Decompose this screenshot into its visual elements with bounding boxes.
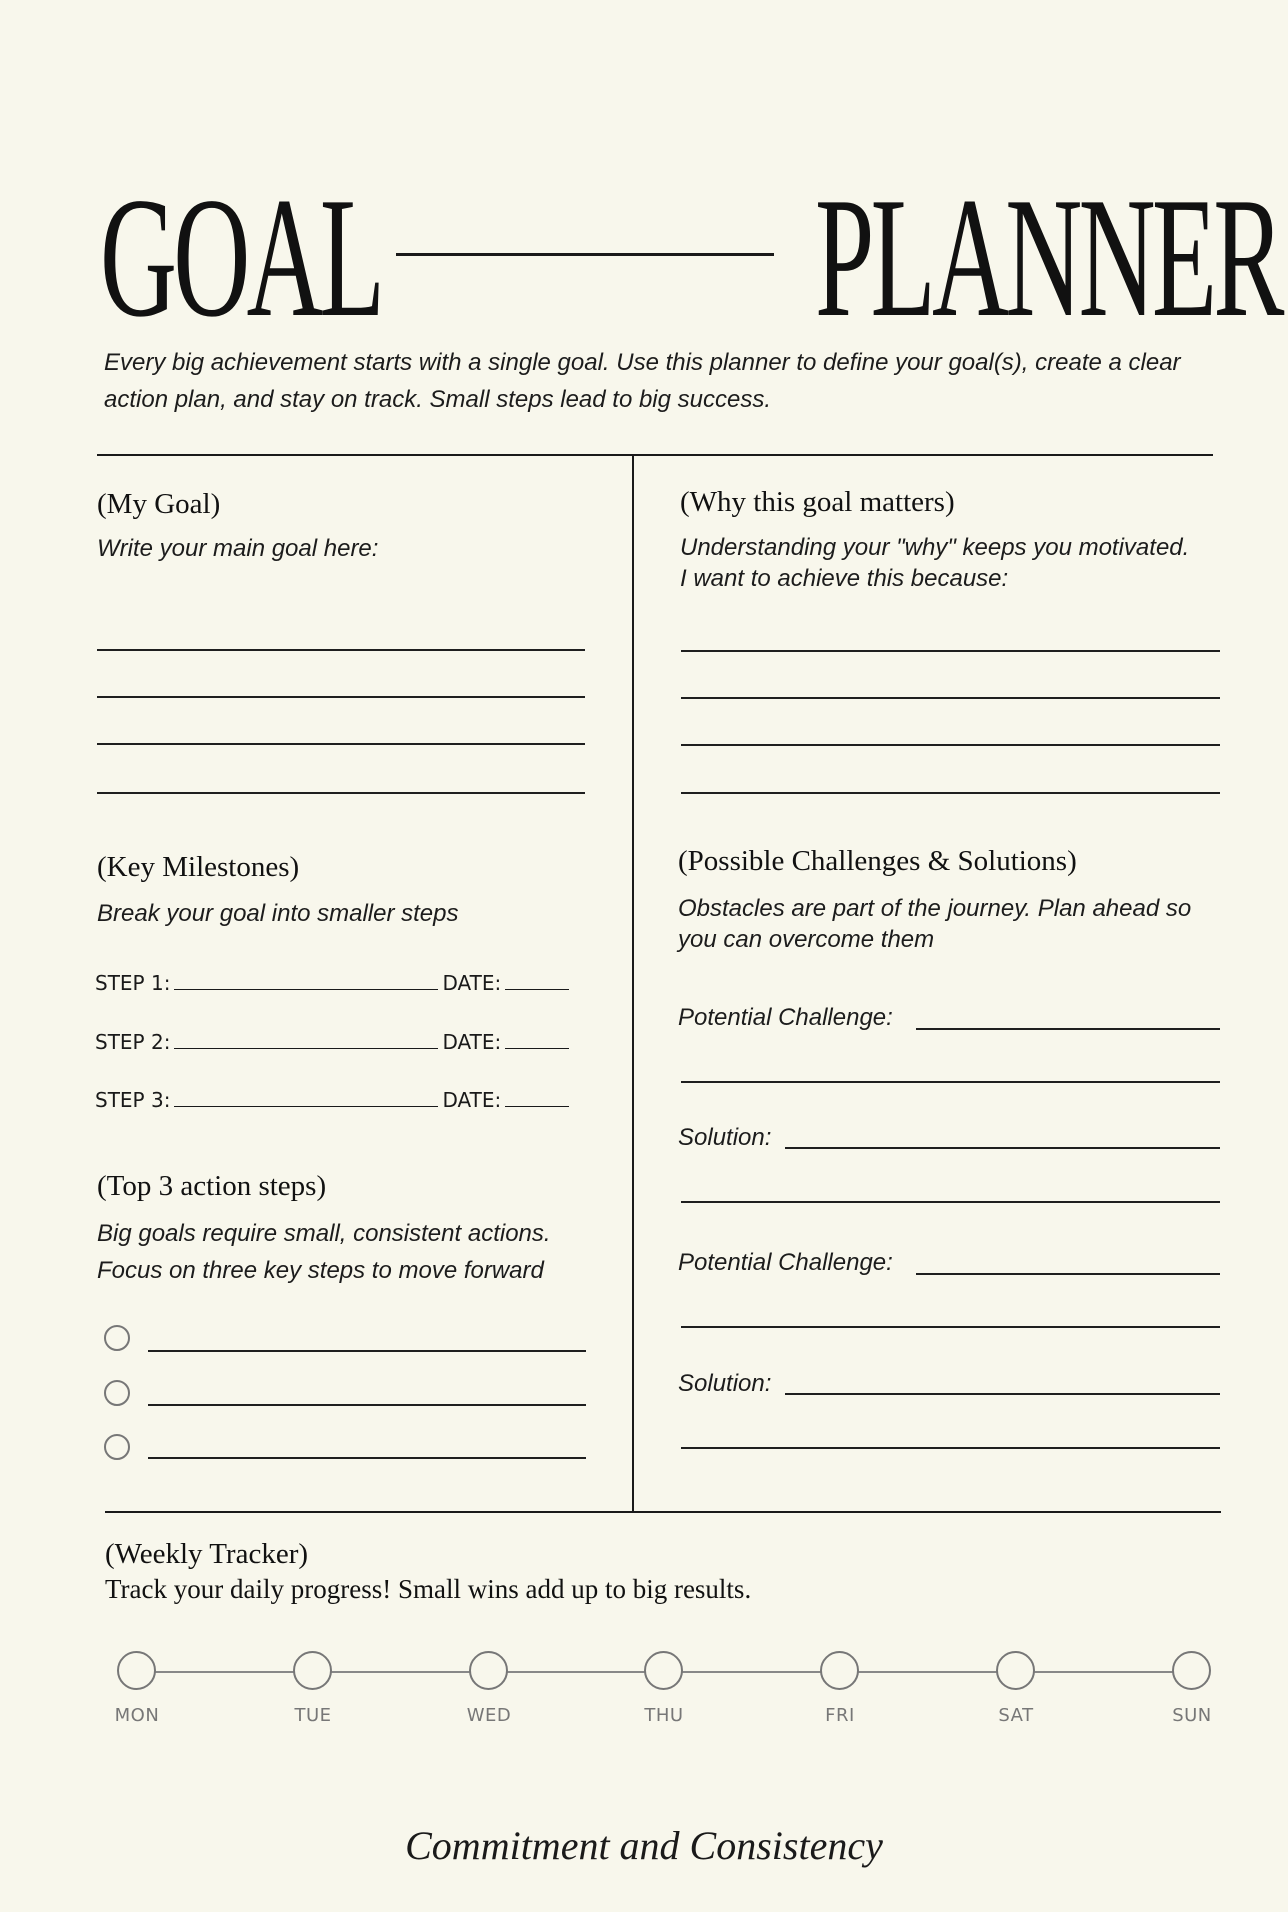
my-goal-prompt: Write your main goal here: <box>97 535 379 562</box>
footer-motto: Commitment and Consistency <box>405 1823 883 1868</box>
top-divider <box>97 454 1213 456</box>
day-label-thu: THU <box>644 1705 684 1726</box>
goal-line-3[interactable] <box>97 743 585 745</box>
day-circle-fri[interactable] <box>820 1651 859 1690</box>
step-1-input[interactable] <box>174 968 438 990</box>
solution-label-1: Solution: <box>678 1124 772 1151</box>
action-steps-line-2: Focus on three key steps to move forward <box>97 1257 544 1284</box>
day-circle-tue[interactable] <box>293 1651 332 1690</box>
title-goal: GOAL <box>100 163 382 353</box>
action-steps-title: (Top 3 action steps) <box>97 1170 327 1202</box>
day-circle-sun[interactable] <box>1172 1651 1211 1690</box>
solution-1-line-2[interactable] <box>681 1201 1220 1203</box>
day-circle-mon[interactable] <box>117 1651 156 1690</box>
milestones-title: (Key Milestones) <box>97 851 300 883</box>
day-label-wed: WED <box>466 1705 512 1726</box>
solution-1-input[interactable] <box>785 1147 1220 1149</box>
title-planner: PLANNER <box>815 163 1281 353</box>
challenge-label-2: Potential Challenge: <box>678 1249 893 1276</box>
step-2-date-input[interactable] <box>505 1027 569 1049</box>
challenges-title: (Possible Challenges & Solutions) <box>678 845 1077 877</box>
step-row-3 <box>95 1085 573 1112</box>
step-row-1 <box>95 968 573 995</box>
step-label: STEP 1: <box>95 971 171 995</box>
tracker-title: (Weekly Tracker) <box>105 1538 309 1570</box>
step-1-date-input[interactable] <box>505 968 569 990</box>
challenge-2-line-2[interactable] <box>681 1326 1220 1328</box>
challenge-1-line-2[interactable] <box>681 1081 1220 1083</box>
date-label: DATE: <box>442 1088 502 1112</box>
why-line-2: I want to achieve this because: <box>680 565 1009 592</box>
my-goal-title: (My Goal) <box>97 488 221 520</box>
title-divider <box>396 253 774 256</box>
step-3-input[interactable] <box>174 1085 438 1107</box>
why-line-1: Understanding your "why" keeps you motivated. <box>680 534 1190 561</box>
challenges-line-1: Obstacles are part of the journey. Plan ahead so <box>678 895 1192 922</box>
bottom-divider <box>105 1511 1221 1513</box>
action-checkbox-3[interactable] <box>104 1434 130 1460</box>
date-label: DATE: <box>442 1030 502 1054</box>
solution-2-input[interactable] <box>785 1393 1220 1395</box>
action-checkbox-1[interactable] <box>104 1325 130 1351</box>
action-line-3[interactable] <box>148 1457 586 1459</box>
challenge-label-1: Potential Challenge: <box>678 1004 893 1031</box>
goal-line-1[interactable] <box>97 649 585 651</box>
day-label-sat: SAT <box>998 1705 1034 1726</box>
date-label: DATE: <box>442 971 502 995</box>
day-circle-thu[interactable] <box>644 1651 683 1690</box>
challenge-2-input[interactable] <box>916 1273 1220 1275</box>
why-answer-line-2[interactable] <box>681 697 1220 699</box>
intro-text: Every big achievement starts with a single goal. Use this planner to define your goal(s), create a clear action plan, and stay on track. Small steps lead to big success. <box>104 349 1181 413</box>
step-label: STEP 3: <box>95 1088 171 1112</box>
action-line-1[interactable] <box>148 1350 586 1352</box>
solution-label-2: Solution: <box>678 1370 772 1397</box>
day-label-tue: TUE <box>294 1705 332 1726</box>
day-circle-wed[interactable] <box>469 1651 508 1690</box>
tracker-subtitle: Track your daily progress! Small wins add up to big results. <box>105 1574 752 1604</box>
why-title: (Why this goal matters) <box>680 486 955 518</box>
column-divider <box>632 455 634 1512</box>
action-checkbox-2[interactable] <box>104 1380 130 1406</box>
step-2-input[interactable] <box>174 1027 438 1049</box>
step-3-date-input[interactable] <box>505 1085 569 1107</box>
day-label-mon: MON <box>114 1705 160 1726</box>
step-row-2 <box>95 1027 573 1054</box>
why-answer-line-1[interactable] <box>681 650 1220 652</box>
challenges-line-2: you can overcome them <box>678 926 935 953</box>
why-answer-line-3[interactable] <box>681 744 1220 746</box>
challenge-1-input[interactable] <box>916 1028 1220 1030</box>
day-label-sun: SUN <box>1172 1705 1212 1726</box>
goal-line-4[interactable] <box>97 792 585 794</box>
milestones-prompt: Break your goal into smaller steps <box>97 900 459 927</box>
day-label-fri: FRI <box>825 1705 855 1726</box>
goal-line-2[interactable] <box>97 696 585 698</box>
solution-2-line-2[interactable] <box>681 1447 1220 1449</box>
step-label: STEP 2: <box>95 1030 171 1054</box>
why-answer-line-4[interactable] <box>681 792 1220 794</box>
action-line-2[interactable] <box>148 1404 586 1406</box>
action-steps-line-1: Big goals require small, consistent actions. <box>97 1220 551 1247</box>
day-circle-sat[interactable] <box>996 1651 1035 1690</box>
